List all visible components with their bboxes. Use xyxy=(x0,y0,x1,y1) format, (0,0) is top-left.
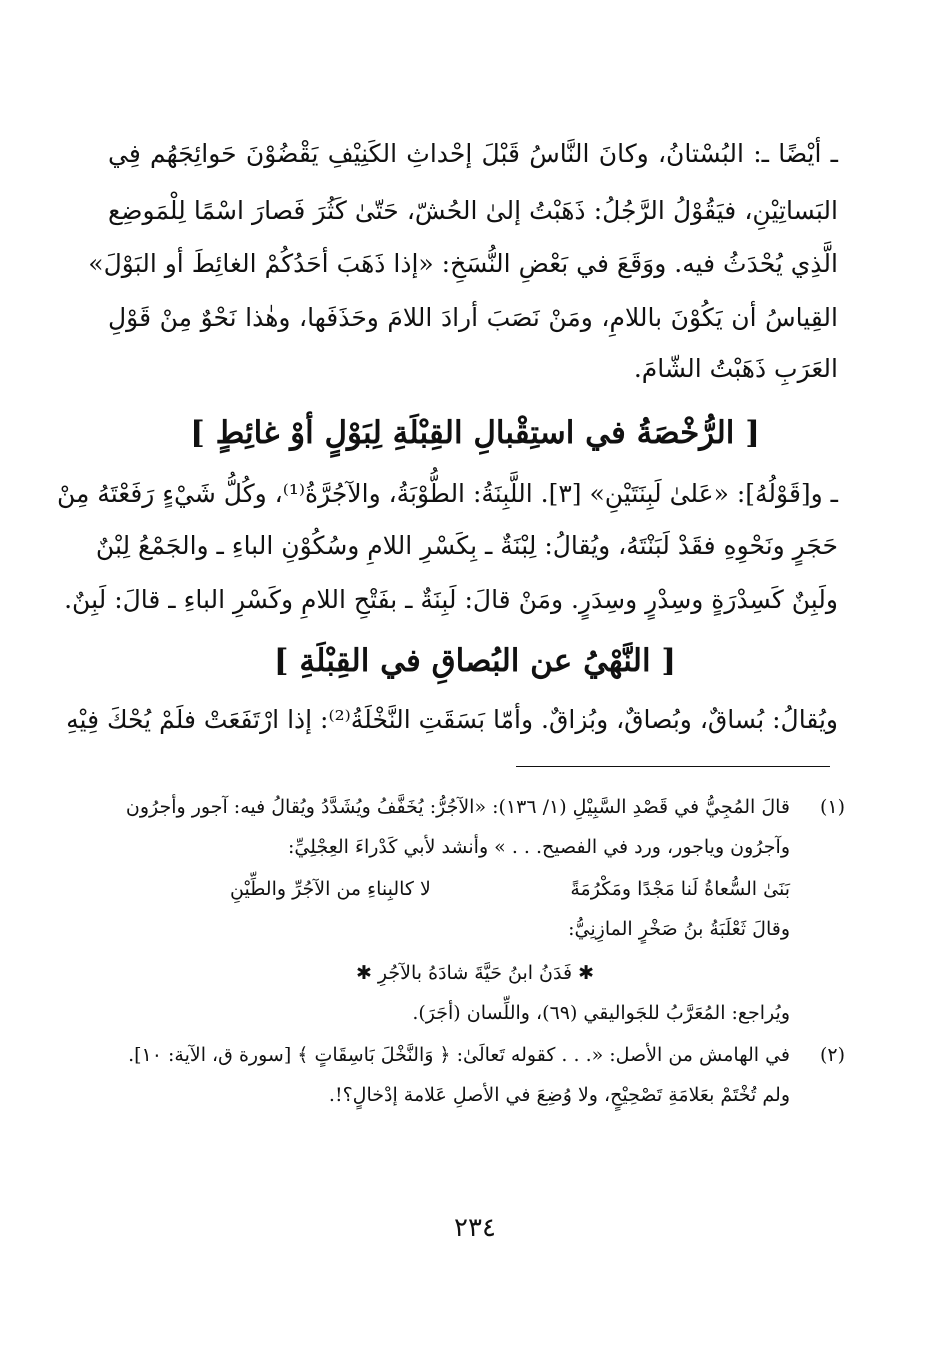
body-line: ـ و[قَوْلُهُ]: «عَلىٰ لَبِنَتَيْنِ» [٣]. اللَّبِنَةُ: الطُّوْبَةُ، والآجُرَّةُ⁽¹⁾، وكُلُّ شَيْءٍ رَفَعْتَهُ مِنْ xyxy=(56,479,838,508)
body-line: البَساتِيْنِ، فيَقُوْلُ الرَّجُلُ: ذَهَبْتُ إلىٰ الحُشّ، حَتّىٰ كَثُرَ فَصارَ اسْمًا لِلْمَوضِع xyxy=(108,196,838,225)
section-heading: [ النَّهْيُ عن البُصاقِ في القِبْلَةِ ] xyxy=(273,643,677,679)
body-line: القِياسُ أن يَكُوْنَ باللامِ، ومَنْ نَصَبَ أرادَ اللامَ وحَذَفَها، وهٰذا نَحْوٌ مِنْ قَوْلِ xyxy=(108,303,838,332)
section-heading: [ الرُّخْصَةُ في استِقْبالِ القِبْلَةِ لِبَوْلٍ أوْ غائِطٍ ] xyxy=(190,415,760,451)
body-line: ـ أيْضًا ـ: البُسْتانُ، وكانَ النَّاسُ قَبْلَ إحْداثِ الكَنِيْفِ يَقْضُوْنَ حَوائِجَهُم فِي xyxy=(108,139,838,168)
body-line: ولَبِنٌ كَسِدْرَةٍ وسِدْرٍ وسِدَرٍ. ومَنْ قالَ: لَبِنَةٌ ـ بفَتْحِ اللامِ وكَسْرِ الباءِ ـ قالَ: لَبِنٌ. xyxy=(64,585,838,614)
footnote-number: (٢) xyxy=(819,1044,845,1066)
footnote-reference: ويُراجع: المُعَرَّبُ للجَواليقي (٦٩)، واللِّسان (أجَرَ). xyxy=(412,1002,790,1024)
verse-second-hemistich: لا كالبِناءِ من الآجُرِّ والطِّيْنِ xyxy=(230,878,431,900)
footnote-line: وقالَ ثَعْلَبَةُ بنُ صَخْرٍ المازِنِيُّ: xyxy=(568,918,790,940)
body-line: ويُقالُ: بُساقٌ، وبُصاقٌ، وبُزاقٌ. وأمّا بَسَقَتِ النَّخْلَةُ⁽²⁾: إذا ارْتَفَعَتْ فلَمْ يُحْكَ فِيْهِ xyxy=(66,705,838,734)
footnote-number: (١) xyxy=(819,796,845,818)
footnote-line: قالَ المُجِيُّ في قَصْدِ السَّبِيْلِ (١/ ١٣٦): «الآجُرُّ: يُخَفَّفُ ويُشَدَّدُ ويُقالُ فيه: آجور وأجرُون xyxy=(125,796,790,818)
body-line: حَجَرٍ ونَحْوِهِ فقَدْ لَبَنْتَهُ، ويُقالُ: لِبْنَةٌ ـ بِكَسْرِ اللامِ وسُكُوْنِ الباءِ ـ والجَمْعُ لِبْنٌ xyxy=(95,531,838,560)
footnote-line: في الهامش من الأصل: «. . . كقوله تَعالَىٰ: ﴿ وَالنَّخْلَ بَاسِقَاتٍ ﴾ [سورة ق، الآية: ١٠]. xyxy=(128,1044,790,1066)
page-number: ٢٣٤ xyxy=(454,1213,496,1243)
verse-first-hemistich: بَنَىٰ السُّعاةُ لَنا مَجْدًا ومَكْرُمَةً xyxy=(570,878,790,900)
body-line: العَرَبِ ذَهَبْتُ الشّامَ. xyxy=(633,354,838,383)
body-line: الَّذِي يُحْدَثُ فيه. ووَقَعَ في بَعْضِ النُّسَخِ: «إذا ذَهَبَ أحَدُكُمْ الغائِطَ أو البَوْلَ» xyxy=(88,249,838,278)
footnote-separator xyxy=(516,766,830,767)
footnote-line: وآجرُون وياجور، ورد في الفصيح. . . » وأنشد لأبي كَدْراءَ العِجْلِيِّ: xyxy=(287,836,790,858)
footnote-line: ولم تُخْتَمْ بعَلامَةِ تَصْحِيْحٍ، ولا وُضِعَ في الأصلِ عَلامة إدْخالٍ؟!. xyxy=(328,1084,790,1106)
verse-hemistich: ✱ فَدَنُ ابنُ حَيَّةَ شادَهُ بالآجُرِ ✱ xyxy=(355,962,595,984)
